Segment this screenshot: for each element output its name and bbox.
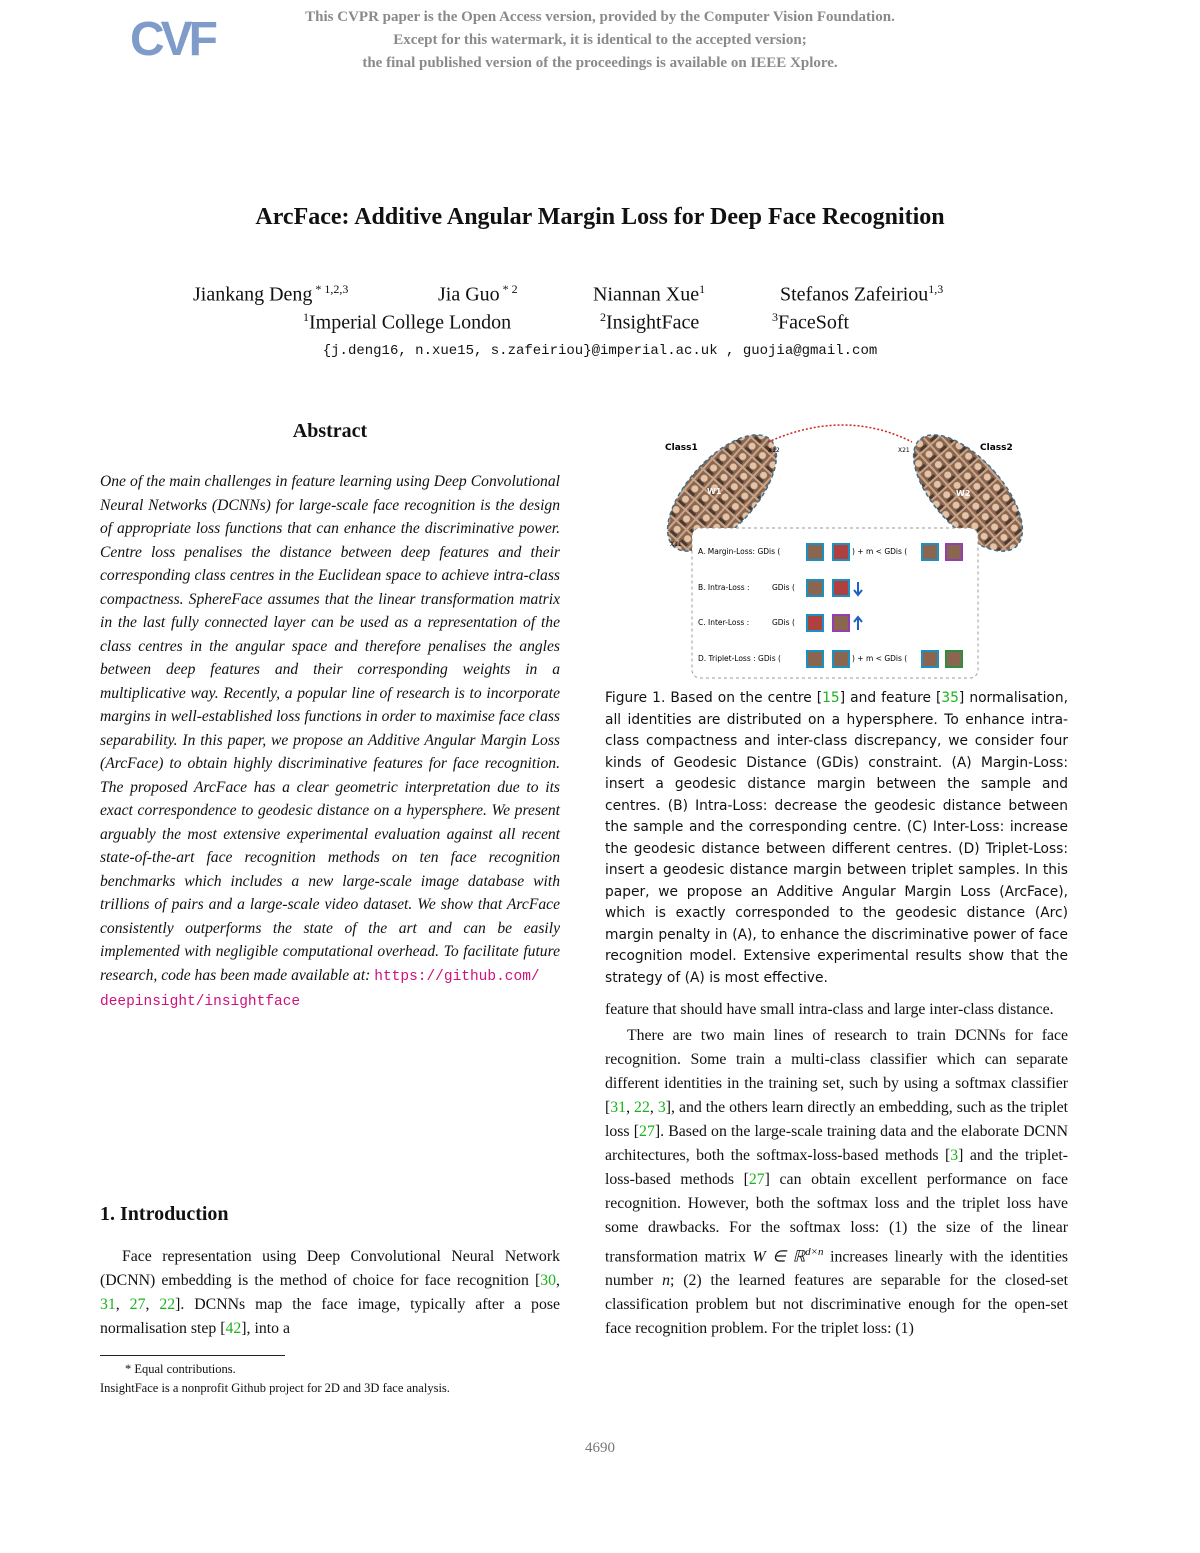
class1-label: Class1 (665, 443, 698, 453)
watermark (260, 6, 940, 75)
citation-link[interactable]: 31 (100, 1296, 116, 1313)
row-c: C. Inter-Loss : (698, 618, 750, 627)
row-a-mid: ) + m < GDis ( (852, 547, 908, 556)
figure-1-caption: Figure 1. Based on the centre [15] and feature [35] normalisation, all identities are distributed on a hypersphere. To enhance intra-class compactness and inter-class discrepancy, we consider four kinds of Geodesic Distance (GDis) constraint. (A) Margin-Loss: insert a geodesic distance margin between the sample and centres. (B) Intra-Loss: decrease the geodesic distance between the sample and the corresponding centre. (C) Inter-Loss: increase the geodesic distance between different centres. (D) Triplet-Loss: insert a geodesic distance margin between triplet samples. In this paper, we propose an Additive Angular Margin Loss (ArcFace), which is exactly corresponded to the geodesic distance (Arc) margin penalty in (A), to enhance the discriminative power of face recognition model. Extensive experimental results show that the strategy of (A) is most effective. (605, 690, 1068, 986)
arc-connector (768, 425, 912, 442)
w2-label: W2 (956, 489, 971, 498)
cvf-logo: CVF (130, 13, 214, 66)
citation-link[interactable]: 31 (610, 1099, 627, 1116)
citation-link[interactable]: 15 (822, 690, 840, 706)
citation-link[interactable]: 3 (950, 1147, 959, 1164)
author: Jiankang Deng $^{* 1,2,3}$ (193, 282, 349, 306)
affiliation: $^1$Imperial College London (303, 310, 512, 334)
affiliation: $^3$FaceSoft (772, 310, 850, 334)
affiliation: $^2$InsightFace (600, 310, 700, 334)
code-link[interactable]: deepinsight/insightface (100, 994, 301, 1010)
row-a: A. Margin-Loss: GDis ( (698, 547, 781, 556)
citation-link[interactable]: 3 (657, 1099, 666, 1116)
code-link[interactable]: https://github.com/ (374, 968, 540, 985)
right-column-text (605, 998, 1068, 1341)
svg-text:) + m < GDis (: ) + m < GDis ( (852, 654, 908, 663)
figure-1-diagram (650, 418, 1030, 680)
footnote: InsightFace is a nonprofit Github project for 2D and 3D face analysis. (100, 1381, 450, 1395)
svg-text:GDis (: GDis ( (772, 583, 795, 592)
citation-link[interactable]: 27 (748, 1171, 765, 1188)
page-number: 4690 (585, 1440, 615, 1456)
citation-link[interactable]: 27 (639, 1123, 655, 1140)
section-heading-introduction: 1. Introduction (100, 1203, 229, 1225)
citation-link[interactable]: 30 (540, 1272, 557, 1289)
w1-label: W1 (707, 487, 722, 496)
intro-paragraph: Face representation using Deep Convolutional Neural Network (DCNN) embedding is the method of choice for face recognition [30, 31, 27, 22]. DCNNs map the face image, typically after a pose normalisation step [42], into a (100, 1248, 561, 1337)
citation-link[interactable]: 27 (129, 1296, 146, 1313)
citation-link[interactable]: 22 (159, 1296, 176, 1313)
footnote-rule (100, 1355, 285, 1356)
paragraph: feature that should have small intra-class and large inter-class distance. (605, 1001, 1054, 1018)
watermark-line: Except for this watermark, it is identical to the accepted version; (393, 32, 807, 48)
footnote: * Equal contributions. (125, 1362, 236, 1376)
row-d: D. Triplet-Loss : GDis ( (698, 654, 781, 663)
row-b: B. Intra-Loss : (698, 583, 750, 592)
x21-label: X21 (898, 447, 910, 454)
citation-link[interactable]: 35 (941, 690, 959, 706)
watermark-line: This CVPR paper is the Open Access version, provided by the Computer Vision Foundation. (305, 9, 895, 25)
footnotes (100, 1360, 570, 1398)
svg-text:GDis (: GDis ( (772, 618, 795, 627)
x12-label: X12 (768, 447, 780, 454)
author-emails: {j.deng16, n.xue15, s.zafeiriou}@imperial.ac.uk , guojia@gmail.com (322, 343, 878, 359)
abstract-body: One of the main challenges in feature learning using Deep Convolutional Neural Networks (DCNNs) for large-scale face recognition is the design of appropriate loss functions that can enhance the discriminative power. Centre loss penalises the distance between deep features and their corresponding class centres in the Euclidean space to achieve intra-class compactness. SphereFace assumes that the linear transformation matrix in the last fully connected layer can be used as a representation of the class centres in the angular space and therefore penalises the angles between deep features and their corresponding weights in a multiplicative way. Recently, a popular line of research is to incorporate margins in well-established loss functions in order to maximise face class separability. In this paper, we propose an Additive Angular Margin Loss (ArcFace) to obtain highly discriminative features for face recognition. The proposed ArcFace has a clear geometric interpretation due to its exact correspondence to geodesic distance on a hypersphere. We present arguably the most extensive experimental evaluation against all recent state-of-the-art face recognition methods on ten face recognition benchmarks which includes a new large-scale image database with trillions of pairs and a large-scale video dataset. We show that ArcFace consistently outperforms the state of the art and can be easily implemented with negligible computational overhead. To facilitate future research, code has been made available at: https://github.com/ deepinsight/insightface (100, 473, 560, 1010)
paragraph: There are two main lines of research to train DCNNs for face recognition. Some train a multi-class classifier which can separate different identities in the training set, such by using a softmax classifier [31, 22, 3], and the others learn directly an embedding, such as the triplet loss [27]. Based on the large-scale training data and the elaborate DCNN architectures, both the softmax-loss-based methods [3] and the triplet-loss-based methods [27] can obtain excellent performance on face recognition. However, both the softmax loss and the triplet loss have some drawbacks. For the softmax loss: (1) the size of the linear transformation matrix W ∈ ℝ$^{d\times n}$ increases linearly with the identities number n; (2) the learned features are separable for the closed-set classification problem but not discriminative enough for the open-set face recognition problem. For the triplet loss: (1) (605, 1027, 1068, 1338)
x11-label: X11 (670, 541, 682, 548)
author: Stefanos Zafeiriou$^{1,3}$ (780, 282, 944, 306)
paper-title: ArcFace: Additive Angular Margin Loss for Deep Face Recognition (255, 204, 945, 230)
watermark-line: the final published version of the proceedings is available on IEEE Xplore. (362, 55, 838, 71)
citation-link[interactable]: 42 (225, 1320, 242, 1337)
class2-label: Class2 (980, 443, 1013, 453)
abstract-heading: Abstract (292, 420, 368, 442)
author: Jia Guo $^{* 2}$ (438, 282, 518, 306)
author: Niannan Xue$^1$ (593, 282, 706, 306)
citation-link[interactable]: 22 (634, 1099, 650, 1116)
